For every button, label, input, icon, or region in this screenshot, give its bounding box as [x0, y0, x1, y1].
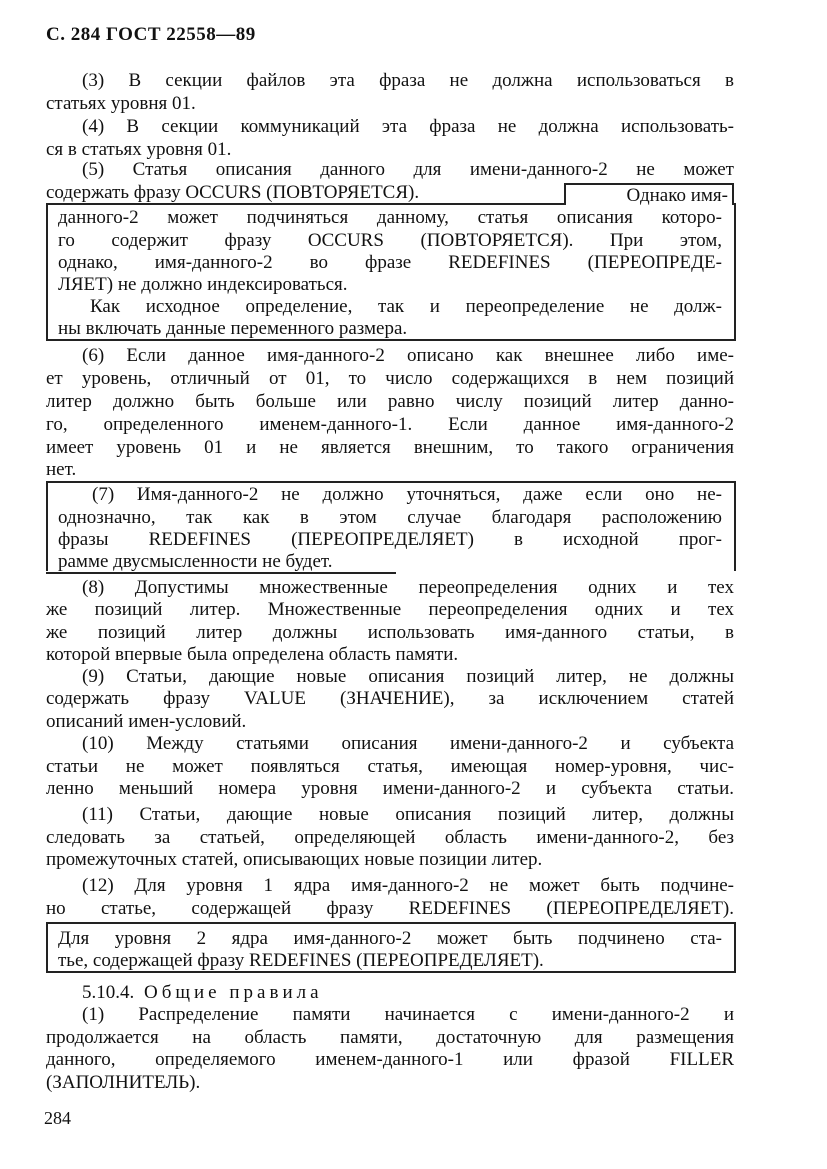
running-head: С. 284 ГОСТ 22558—89: [46, 24, 256, 45]
text-line: (ЗАПОЛНИТЕЛЬ).: [46, 1072, 201, 1093]
text-line: литер должно быть больше или равно числу позиций литер данно-: [46, 391, 734, 412]
text-line: ны включать данные переменного размера.: [58, 318, 408, 339]
text-line: (3) В секции файлов эта фраза не должна использоваться в: [82, 70, 734, 91]
text-line: (7) Имя-данного-2 не должно уточняться, даже если оно не-: [92, 484, 722, 505]
text-line: имеет уровень 01 и не является внешним, то такого ограничения: [46, 437, 734, 458]
text-line: (9) Статьи, дающие новые описания позиций литер, не должны: [82, 666, 734, 687]
text-line: однозначно, так как в этом случае благодаря расположению: [58, 507, 722, 528]
text-line: рамме двусмысленности не будет.: [58, 551, 333, 572]
text-line: го, определенного именем-данного-1. Если данное имя-данного-2: [46, 414, 734, 435]
text-line: (8) Допустимы множественные переопределения одних и тех: [82, 577, 734, 598]
text-line: данного-2 может подчиняться данному, статья описания которо-: [58, 207, 722, 228]
text-line: (12) Для уровня 1 ядра имя-данного-2 не может быть подчине-: [82, 875, 734, 896]
text-line: однако, имя-данного-2 во фразе REDEFINES (ПЕРЕОПРЕДЕ-: [58, 252, 722, 273]
text-line: (11) Статьи, дающие новые описания позиций литер, должны: [82, 804, 734, 825]
text-line: которой впервые была определена область памяти.: [46, 644, 459, 665]
text-line: фразы REDEFINES (ПЕРЕОПРЕДЕЛЯЕТ) в исходной прог-: [58, 529, 722, 550]
section-number: 5.10.4.: [82, 982, 135, 1003]
text-line: содержать фразу VALUE (ЗНАЧЕНИЕ), за исключением статей: [46, 688, 734, 709]
text-line: ся в статьях уровня 01.: [46, 139, 232, 160]
text-line: (5) Статья описания данного для имени-данного-2 не может: [82, 159, 734, 180]
text-line: (6) Если данное имя-данного-2 описано как внешнее либо име-: [82, 345, 734, 366]
text-line: продолжается на область памяти, достаточную для размещения: [46, 1027, 734, 1048]
text-line: же позиций литер. Множественные переопределения одних и тех: [46, 599, 734, 620]
text-line: же позиций литер должны использовать имя-данного статьи, в: [46, 622, 734, 643]
text-line: статьях уровня 01.: [46, 93, 196, 114]
text-line: промежуточных статей, описывающих новые позиции литер.: [46, 849, 543, 870]
text-line: ЛЯЕТ) не должно индексироваться.: [58, 274, 348, 295]
text-line: Как исходное определение, так и переопределение не долж-: [90, 296, 722, 317]
text-line: (1) Распределение памяти начинается с имени-данного-2 и: [82, 1004, 734, 1025]
text-line: данного, определяемого именем-данного-1 или фразой FILLER: [46, 1049, 734, 1070]
text-line: содержать фразу OCCURS (ПОВТОРЯЕТСЯ).: [46, 182, 420, 203]
page-number: 284: [44, 1108, 71, 1128]
text-line: ет уровень, отличный от 01, то число содержащихся в нем позиций: [46, 368, 734, 389]
text-line: ленно меньший номера уровня имени-данного-2 и субъекта статьи.: [46, 778, 734, 799]
text-line: описаний имен-условий.: [46, 711, 247, 732]
text-line: статьи не может появляться статья, имеющая номер-уровня, чис-: [46, 756, 734, 777]
text-line: тье, содержащей фразу REDEFINES (ПЕРЕОПРЕДЕЛЯЕТ).: [58, 950, 544, 971]
text-line: но статье, содержащей фразу REDEFINES (ПЕРЕОПРЕДЕЛЯЕТ).: [46, 898, 734, 919]
box-side-rule: [732, 183, 734, 205]
text-line: (10) Между статьями описания имени-данного-2 и субъекта: [82, 733, 734, 754]
box-notch-rule: [564, 183, 566, 205]
section-heading: Общие правила: [144, 982, 323, 1003]
text-line: Для уровня 2 ядра имя-данного-2 может быть подчинено ста-: [58, 928, 722, 949]
text-line: следовать за статьей, определяющей область имени-данного-2, без: [46, 827, 734, 848]
text-line: (4) В секции коммуникаций эта фраза не должна использовать-: [82, 116, 734, 137]
text-line: нет.: [46, 459, 77, 480]
text-line: Однако имя-: [626, 185, 728, 206]
text-line: го содержит фразу OCCURS (ПОВТОРЯЕТСЯ). При этом,: [58, 230, 722, 251]
